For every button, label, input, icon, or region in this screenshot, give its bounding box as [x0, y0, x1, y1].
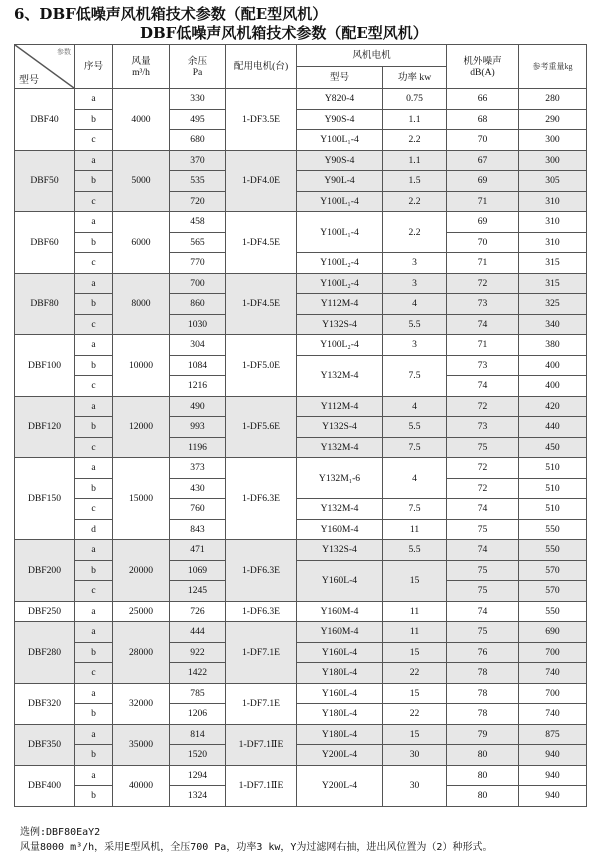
pressure-cell: 700: [170, 273, 226, 294]
pressure-cell: 770: [170, 253, 226, 274]
model-group: [15, 458, 587, 540]
example-note: 选例:DBF80EaY2: [20, 827, 101, 838]
table-row: [15, 540, 587, 561]
header-power: 功率 kw: [383, 67, 447, 89]
weight-cell: 400: [519, 355, 587, 376]
model-cell: DBF80: [15, 273, 75, 335]
model-group: [15, 212, 587, 274]
model-group: [15, 765, 587, 806]
pressure-cell: 304: [170, 335, 226, 356]
weight-cell: 310: [519, 212, 587, 233]
weight-cell: 740: [519, 663, 587, 684]
noise-cell: 73: [447, 294, 519, 315]
model-cell: DBF250: [15, 601, 75, 622]
weight-cell: 310: [519, 191, 587, 212]
header-airflow: 风量 m³/h: [113, 45, 170, 89]
power-cell: 15: [383, 724, 447, 745]
power-cell: 1.5: [383, 171, 447, 192]
weight-cell: 310: [519, 232, 587, 253]
weight-cell: 315: [519, 253, 587, 274]
pressure-cell: 1422: [170, 663, 226, 684]
seq-cell: a: [75, 273, 113, 294]
noise-cell: 72: [447, 396, 519, 417]
airflow-cell: 25000: [113, 601, 170, 622]
seq-cell: a: [75, 724, 113, 745]
power-cell: 7.5: [383, 499, 447, 520]
noise-cell: 80: [447, 765, 519, 786]
weight-cell: 300: [519, 130, 587, 151]
model-group: [15, 150, 587, 212]
noise-cell: 72: [447, 273, 519, 294]
pressure-cell: 720: [170, 191, 226, 212]
table-row: [15, 89, 587, 110]
fan-model-cell: Y132M₁-6: [297, 458, 383, 499]
seq-cell: c: [75, 581, 113, 602]
table-row: [15, 437, 587, 458]
weight-cell: 325: [519, 294, 587, 315]
seq-cell: b: [75, 171, 113, 192]
pressure-cell: 1294: [170, 765, 226, 786]
pressure-cell: 458: [170, 212, 226, 233]
noise-cell: 80: [447, 786, 519, 807]
noise-cell: 71: [447, 191, 519, 212]
noise-cell: 78: [447, 663, 519, 684]
noise-cell: 74: [447, 376, 519, 397]
noise-cell: 71: [447, 335, 519, 356]
pressure-cell: 1196: [170, 437, 226, 458]
motor-cell: 1-DF7.1E: [226, 622, 297, 684]
pressure-cell: 535: [170, 171, 226, 192]
model-group: [15, 724, 587, 765]
pressure-cell: 760: [170, 499, 226, 520]
pressure-cell: 843: [170, 519, 226, 540]
table-row: [15, 171, 587, 192]
weight-cell: 570: [519, 560, 587, 581]
fan-model-cell: Y132S-4: [297, 417, 383, 438]
weight-cell: 700: [519, 683, 587, 704]
table-row: [15, 191, 587, 212]
table-row: [15, 150, 587, 171]
seq-cell: a: [75, 396, 113, 417]
header-pressure: 余压 Pa: [170, 45, 226, 89]
seq-cell: b: [75, 355, 113, 376]
fan-model-cell: Y160M-4: [297, 601, 383, 622]
weight-cell: 450: [519, 437, 587, 458]
motor-cell: 1-DF7.1ⅡE: [226, 765, 297, 806]
motor-cell: 1-DF7.1E: [226, 683, 297, 724]
weight-cell: 440: [519, 417, 587, 438]
table-row: [15, 212, 587, 233]
table-row: [15, 499, 587, 520]
seq-cell: c: [75, 314, 113, 335]
pressure-cell: 330: [170, 89, 226, 110]
table-row: [15, 355, 587, 376]
power-cell: 3: [383, 253, 447, 274]
noise-cell: 74: [447, 499, 519, 520]
model-cell: DBF40: [15, 89, 75, 151]
weight-cell: 300: [519, 150, 587, 171]
seq-cell: b: [75, 294, 113, 315]
pressure-cell: 785: [170, 683, 226, 704]
fan-model-cell: Y100L₂-4: [297, 253, 383, 274]
motor-cell: 1-DF6.3E: [226, 458, 297, 540]
weight-cell: 940: [519, 745, 587, 766]
fan-model-cell: Y132M-4: [297, 437, 383, 458]
table-row: [15, 519, 587, 540]
weight-cell: 510: [519, 499, 587, 520]
weight-cell: 510: [519, 478, 587, 499]
airflow-cell: 32000: [113, 683, 170, 724]
power-cell: 4: [383, 458, 447, 499]
pressure-cell: 490: [170, 396, 226, 417]
power-cell: 4: [383, 294, 447, 315]
pressure-cell: 471: [170, 540, 226, 561]
table-row: [15, 663, 587, 684]
header-motor: 配用电机(台): [226, 45, 297, 89]
noise-cell: 75: [447, 437, 519, 458]
table-row: [15, 396, 587, 417]
pressure-cell: 430: [170, 478, 226, 499]
pressure-cell: 680: [170, 130, 226, 151]
weight-cell: 380: [519, 335, 587, 356]
power-cell: 15: [383, 560, 447, 601]
table-title: DBF低噪声风机箱技术参数（配E型风机）: [140, 24, 428, 42]
model-cell: DBF320: [15, 683, 75, 724]
seq-cell: c: [75, 191, 113, 212]
power-cell: 11: [383, 601, 447, 622]
motor-cell: 1-DF6.3E: [226, 540, 297, 602]
weight-cell: 340: [519, 314, 587, 335]
weight-cell: 550: [519, 601, 587, 622]
noise-cell: 69: [447, 212, 519, 233]
noise-cell: 73: [447, 417, 519, 438]
weight-cell: 290: [519, 109, 587, 130]
noise-cell: 75: [447, 560, 519, 581]
seq-cell: a: [75, 150, 113, 171]
pressure-cell: 993: [170, 417, 226, 438]
weight-cell: 940: [519, 765, 587, 786]
seq-cell: b: [75, 478, 113, 499]
seq-cell: a: [75, 601, 113, 622]
airflow-cell: 28000: [113, 622, 170, 684]
power-cell: 1.1: [383, 109, 447, 130]
airflow-cell: 10000: [113, 335, 170, 397]
header-param: 参数: [57, 48, 71, 56]
model-group: [15, 396, 587, 458]
fan-model-cell: Y90S-4: [297, 150, 383, 171]
airflow-cell: 15000: [113, 458, 170, 540]
noise-cell: 73: [447, 355, 519, 376]
noise-cell: 80: [447, 745, 519, 766]
noise-cell: 75: [447, 519, 519, 540]
fan-model-cell: Y180L-4: [297, 724, 383, 745]
seq-cell: c: [75, 376, 113, 397]
power-cell: 2.2: [383, 130, 447, 151]
model-group: [15, 273, 587, 335]
pressure-cell: 1324: [170, 786, 226, 807]
fan-model-cell: Y820-4: [297, 89, 383, 110]
power-cell: 30: [383, 745, 447, 766]
weight-cell: 510: [519, 458, 587, 479]
model-cell: DBF350: [15, 724, 75, 765]
fan-model-cell: Y112M-4: [297, 396, 383, 417]
fan-model-cell: Y160M-4: [297, 519, 383, 540]
weight-cell: 875: [519, 724, 587, 745]
model-cell: DBF50: [15, 150, 75, 212]
seq-cell: a: [75, 89, 113, 110]
noise-cell: 69: [447, 171, 519, 192]
motor-cell: 1-DF4.5E: [226, 273, 297, 335]
fan-model-cell: Y200L-4: [297, 745, 383, 766]
weight-cell: 700: [519, 642, 587, 663]
fan-model-cell: Y132M-4: [297, 355, 383, 396]
power-cell: 22: [383, 663, 447, 684]
noise-cell: 76: [447, 642, 519, 663]
seq-cell: b: [75, 745, 113, 766]
noise-cell: 74: [447, 314, 519, 335]
model-group: [15, 335, 587, 397]
seq-cell: c: [75, 499, 113, 520]
fan-model-cell: Y160M-4: [297, 622, 383, 643]
seq-cell: a: [75, 765, 113, 786]
noise-cell: 68: [447, 109, 519, 130]
pressure-cell: 1069: [170, 560, 226, 581]
pressure-cell: 726: [170, 601, 226, 622]
header-model: 型号: [19, 75, 39, 86]
power-cell: 2.2: [383, 212, 447, 253]
fan-model-cell: Y180L-4: [297, 663, 383, 684]
seq-cell: c: [75, 437, 113, 458]
motor-cell: 1-DF4.5E: [226, 212, 297, 274]
noise-cell: 70: [447, 130, 519, 151]
seq-cell: a: [75, 622, 113, 643]
noise-cell: 72: [447, 458, 519, 479]
spec-table: [14, 44, 587, 807]
power-cell: 5.5: [383, 540, 447, 561]
seq-cell: a: [75, 683, 113, 704]
seq-cell: b: [75, 417, 113, 438]
pressure-cell: 1206: [170, 704, 226, 725]
seq-cell: b: [75, 109, 113, 130]
power-cell: 3: [383, 335, 447, 356]
model-group: [15, 601, 587, 622]
table-row: [15, 253, 587, 274]
power-cell: 3: [383, 273, 447, 294]
power-cell: 5.5: [383, 314, 447, 335]
pressure-cell: 444: [170, 622, 226, 643]
model-cell: DBF120: [15, 396, 75, 458]
power-cell: 15: [383, 683, 447, 704]
power-cell: 22: [383, 704, 447, 725]
weight-cell: 280: [519, 89, 587, 110]
power-cell: 7.5: [383, 355, 447, 396]
weight-cell: 305: [519, 171, 587, 192]
weight-cell: 690: [519, 622, 587, 643]
table-row: [15, 109, 587, 130]
fan-model-cell: Y100L₁-4: [297, 130, 383, 151]
fan-model-cell: Y100L₂-4: [297, 335, 383, 356]
header-corner: [15, 45, 75, 89]
noise-cell: 66: [447, 89, 519, 110]
power-cell: 7.5: [383, 437, 447, 458]
table-row: [15, 314, 587, 335]
fan-model-cell: Y160L-4: [297, 560, 383, 601]
page-title: 6、DBF低噪声风机箱技术参数（配E型风机）: [14, 5, 328, 23]
weight-cell: 315: [519, 273, 587, 294]
pressure-cell: 814: [170, 724, 226, 745]
pressure-cell: 1216: [170, 376, 226, 397]
fan-model-cell: Y112M-4: [297, 294, 383, 315]
table-row: [15, 417, 587, 438]
model-group: [15, 622, 587, 684]
seq-cell: b: [75, 704, 113, 725]
seq-cell: a: [75, 540, 113, 561]
pressure-cell: 370: [170, 150, 226, 171]
weight-cell: 420: [519, 396, 587, 417]
seq-cell: b: [75, 642, 113, 663]
pressure-cell: 860: [170, 294, 226, 315]
table-row: [15, 335, 587, 356]
table-row: [15, 642, 587, 663]
airflow-cell: 4000: [113, 89, 170, 151]
fan-model-cell: Y160L-4: [297, 683, 383, 704]
airflow-cell: 40000: [113, 765, 170, 806]
table-row: [15, 683, 587, 704]
weight-cell: 550: [519, 540, 587, 561]
description-note: 风量8000 m³/h，采用E型风机，全压700 Pa，功率3 kw，Y为过滤网右抽，进出风位置为（2）种形式。: [20, 842, 493, 853]
fan-model-cell: Y132M-4: [297, 499, 383, 520]
noise-cell: 78: [447, 683, 519, 704]
motor-cell: 1-DF4.0E: [226, 150, 297, 212]
table-row: [15, 560, 587, 581]
motor-cell: 1-DF6.3E: [226, 601, 297, 622]
model-group: [15, 89, 587, 151]
pressure-cell: 565: [170, 232, 226, 253]
fan-model-cell: Y180L-4: [297, 704, 383, 725]
pressure-cell: 1084: [170, 355, 226, 376]
motor-cell: 1-DF7.1ⅡE: [226, 724, 297, 765]
pressure-cell: 373: [170, 458, 226, 479]
seq-cell: c: [75, 130, 113, 151]
pressure-cell: 1030: [170, 314, 226, 335]
seq-cell: b: [75, 560, 113, 581]
model-group: [15, 540, 587, 602]
power-cell: 2.2: [383, 191, 447, 212]
table-row: [15, 622, 587, 643]
airflow-cell: 8000: [113, 273, 170, 335]
fan-model-cell: Y160L-4: [297, 642, 383, 663]
noise-cell: 75: [447, 581, 519, 602]
pressure-cell: 922: [170, 642, 226, 663]
model-cell: DBF150: [15, 458, 75, 540]
fan-model-cell: Y90L-4: [297, 171, 383, 192]
table-row: [15, 745, 587, 766]
seq-cell: a: [75, 458, 113, 479]
weight-cell: 550: [519, 519, 587, 540]
weight-cell: 400: [519, 376, 587, 397]
table-row: [15, 294, 587, 315]
weight-cell: 570: [519, 581, 587, 602]
pressure-cell: 1520: [170, 745, 226, 766]
table-row: [15, 601, 587, 622]
header-fan-model: 型号: [297, 67, 383, 89]
model-cell: DBF100: [15, 335, 75, 397]
noise-cell: 71: [447, 253, 519, 274]
noise-cell: 79: [447, 724, 519, 745]
table-row: [15, 765, 587, 786]
power-cell: 11: [383, 519, 447, 540]
seq-cell: b: [75, 232, 113, 253]
noise-cell: 74: [447, 540, 519, 561]
power-cell: 11: [383, 622, 447, 643]
fan-model-cell: Y90S-4: [297, 109, 383, 130]
airflow-cell: 35000: [113, 724, 170, 765]
airflow-cell: 20000: [113, 540, 170, 602]
seq-cell: c: [75, 253, 113, 274]
power-cell: 4: [383, 396, 447, 417]
model-cell: DBF200: [15, 540, 75, 602]
model-cell: DBF60: [15, 212, 75, 274]
airflow-cell: 12000: [113, 396, 170, 458]
seq-cell: a: [75, 335, 113, 356]
motor-cell: 1-DF5.6E: [226, 396, 297, 458]
model-cell: DBF280: [15, 622, 75, 684]
seq-cell: b: [75, 786, 113, 807]
noise-cell: 78: [447, 704, 519, 725]
noise-cell: 74: [447, 601, 519, 622]
motor-cell: 1-DF5.0E: [226, 335, 297, 397]
fan-model-cell: Y132S-4: [297, 540, 383, 561]
fan-model-cell: Y100L₂-4: [297, 273, 383, 294]
model-cell: DBF400: [15, 765, 75, 806]
seq-cell: d: [75, 519, 113, 540]
power-cell: 5.5: [383, 417, 447, 438]
pressure-cell: 495: [170, 109, 226, 130]
table-row: [15, 724, 587, 745]
header-fan-motor: 风机电机: [297, 45, 447, 67]
weight-cell: 940: [519, 786, 587, 807]
noise-cell: 72: [447, 478, 519, 499]
table-row: [15, 458, 587, 479]
seq-cell: a: [75, 212, 113, 233]
fan-model-cell: Y132S-4: [297, 314, 383, 335]
power-cell: 0.75: [383, 89, 447, 110]
noise-cell: 67: [447, 150, 519, 171]
airflow-cell: 5000: [113, 150, 170, 212]
header-weight: 参考重量kg: [519, 45, 587, 89]
power-cell: 30: [383, 765, 447, 806]
table-row: [15, 273, 587, 294]
header-noise: 机外噪声 dB(A): [447, 45, 519, 89]
fan-model-cell: Y200L-4: [297, 765, 383, 806]
fan-model-cell: Y100L₁-4: [297, 191, 383, 212]
weight-cell: 740: [519, 704, 587, 725]
seq-cell: c: [75, 663, 113, 684]
pressure-cell: 1245: [170, 581, 226, 602]
model-group: [15, 683, 587, 724]
noise-cell: 75: [447, 622, 519, 643]
table-row: [15, 704, 587, 725]
airflow-cell: 6000: [113, 212, 170, 274]
fan-model-cell: Y100L₁-4: [297, 212, 383, 253]
motor-cell: 1-DF3.5E: [226, 89, 297, 151]
power-cell: 1.1: [383, 150, 447, 171]
table-row: [15, 130, 587, 151]
noise-cell: 70: [447, 232, 519, 253]
power-cell: 15: [383, 642, 447, 663]
header-seq: 序号: [75, 45, 113, 89]
